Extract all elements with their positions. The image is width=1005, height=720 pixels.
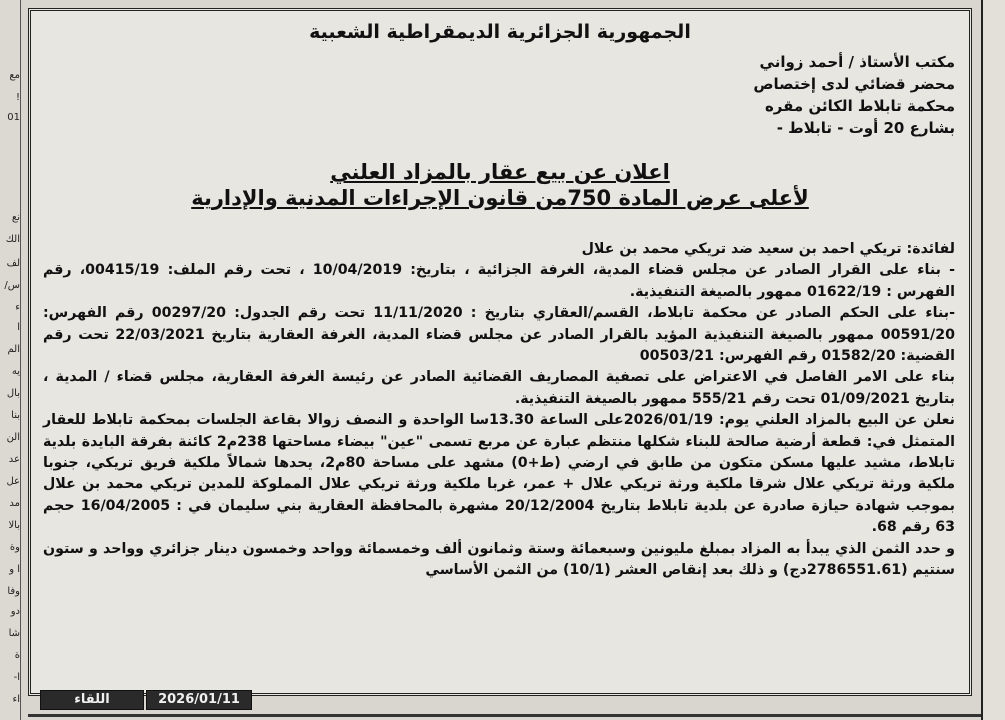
column-fragment: وفا <box>7 586 20 597</box>
column-fragment: نع <box>11 212 20 223</box>
adjacent-column-fragment <box>0 0 21 720</box>
column-fragment: ة <box>14 650 20 661</box>
column-fragment: ء <box>15 302 20 313</box>
beneficiary-line: لفائدة: تريكي احمد بن سعيد ضد تريكي محمد بن علال <box>581 241 955 257</box>
column-fragment: مع <box>9 70 20 81</box>
office-line: بشارع 20 أوت - تابلاط - <box>776 119 955 137</box>
notice-body <box>43 239 955 582</box>
notice-title <box>121 159 879 211</box>
column-fragment: الم <box>7 344 20 355</box>
body-paragraph: -بناء على الحكم الصادر عن محكمة تابلاط، القسم/العقاري بتاريخ : 11/11/2020 تحت رقم الجدول: 00297/20 رقم الفهرس: 00591/20 ممهور بالصيغة التنفيذية المؤيد بالقرار الصادر عن مجلس قضاء المدية، الغرفة العقارية بتاريخ 22/03/2021 تحت رقم القضية: 01582/20 رقم الفهرس: 00503/21 <box>43 305 955 365</box>
body-paragraph: - بناء على القرار الصادر عن مجلس قضاء المدية، الغرفة الجزائية ، بتاريخ: 10/04/2019 ، تحت رقم الملف: 00415/19، رقم الفهرس : 01622/19 ممهور بالصيغة التنفيذية. <box>43 262 955 300</box>
column-fragment: يه <box>11 366 20 377</box>
column-fragment: الك <box>5 234 20 245</box>
column-fragment: مد <box>9 498 20 509</box>
column-fragment: عل <box>6 476 20 487</box>
column-fragment: بالا <box>8 520 20 531</box>
republic-header: الجمهورية الجزائرية الديمقراطية الشعبية <box>309 21 691 43</box>
body-paragraph: نعلن عن البيع بالمزاد العلني يوم: 2026/01/19على الساعة 13.30سا الواحدة و النصف زوالا بقاعة الجلسات بمحكمة تابلاط للعقار المتمثل في: قطعة أرضية صالحة للبناء شكلها منتظم عبارة عن مربع تسمى "عين" بيضاء مساحتها 238م2 كائنة بفرقة البايدة بلدية تابلاط، مشيد عليها مسكن متكون من طابق في ارضي (ط+0) مشهد على مساحة 80م2، يحدها شمالاً ملكية فريق تريكي، جنوبا ملكية ورثة تريكي علال شرقا ملكية ورثة تريكي علال + عمر، غربا ملكية ورثة تريكي علال المملوكة للمدين تريكي محمد بن علال بموجب شهادة حيازة صادرة عن بلدية تابلاط بتاريخ 20/12/2004 مشهرة بالمحافظة العقارية بني سليمان في : 16/04/2005 حجم 63 رقم 68. <box>43 412 955 536</box>
office-line: محكمة تابلاط الكائن مقره <box>764 97 955 115</box>
column-fragment: 01 <box>7 112 20 123</box>
column-fragment: ا <box>17 322 20 333</box>
body-paragraph: و حدد الثمن الذي يبدأ به المزاد بمبلغ مليونين وسبعمائة وستة وثمانون ألف وخمسمائة وواحد وخمسون دينار جزائري وواحد و ستون سنتيم (2786551.61دج) و ذلك بعد إنقاص العشر (10/1) من الثمن الأساسي <box>43 540 955 579</box>
divider <box>28 714 981 717</box>
column-fragment: عد <box>8 454 20 465</box>
column-fragment: ا- <box>13 672 20 683</box>
office-line: محضر قضائي لدى إختصاص <box>753 75 955 93</box>
office-line: مكتب الأستاذ / أحمد زواني <box>759 53 955 71</box>
column-fragment: وة <box>9 542 20 553</box>
publication-date: 2026/01/11 <box>146 690 252 710</box>
title-line: اعلان عن بيع عقار بالمزاد العلني <box>330 160 670 184</box>
column-fragment: دو <box>10 606 20 617</box>
column-fragment: شا <box>8 628 20 639</box>
column-fragment: ا و <box>9 564 20 575</box>
column-fragment: بنا <box>11 410 20 421</box>
column-fragment: اء <box>12 694 20 705</box>
publication-footer <box>40 690 260 710</box>
column-fragment: بال <box>6 388 20 399</box>
adjacent-column-border <box>981 0 1005 720</box>
title-line: لأعلى عرض المادة 750من قانون الإجراءات المدنية والإدارية <box>191 186 809 210</box>
bailiff-office-block <box>753 51 955 139</box>
newspaper-name: اللقاء <box>40 690 144 710</box>
column-fragment: ! <box>15 92 20 103</box>
column-fragment: لف <box>6 258 20 269</box>
column-fragment: الن <box>6 432 20 443</box>
column-fragment: س/ <box>4 280 20 291</box>
auction-notice <box>28 8 972 696</box>
body-paragraph: بناء على الامر الفاصل في الاعتراض على تصفية المصاريف القضائية الصادر عن رئيسة الغرفة العقارية، مجلس قضاء / المدية ، بتاريخ 01/09/2021 تحت رقم 555/21 ممهور بالصيغة التنفيذية. <box>43 369 955 407</box>
